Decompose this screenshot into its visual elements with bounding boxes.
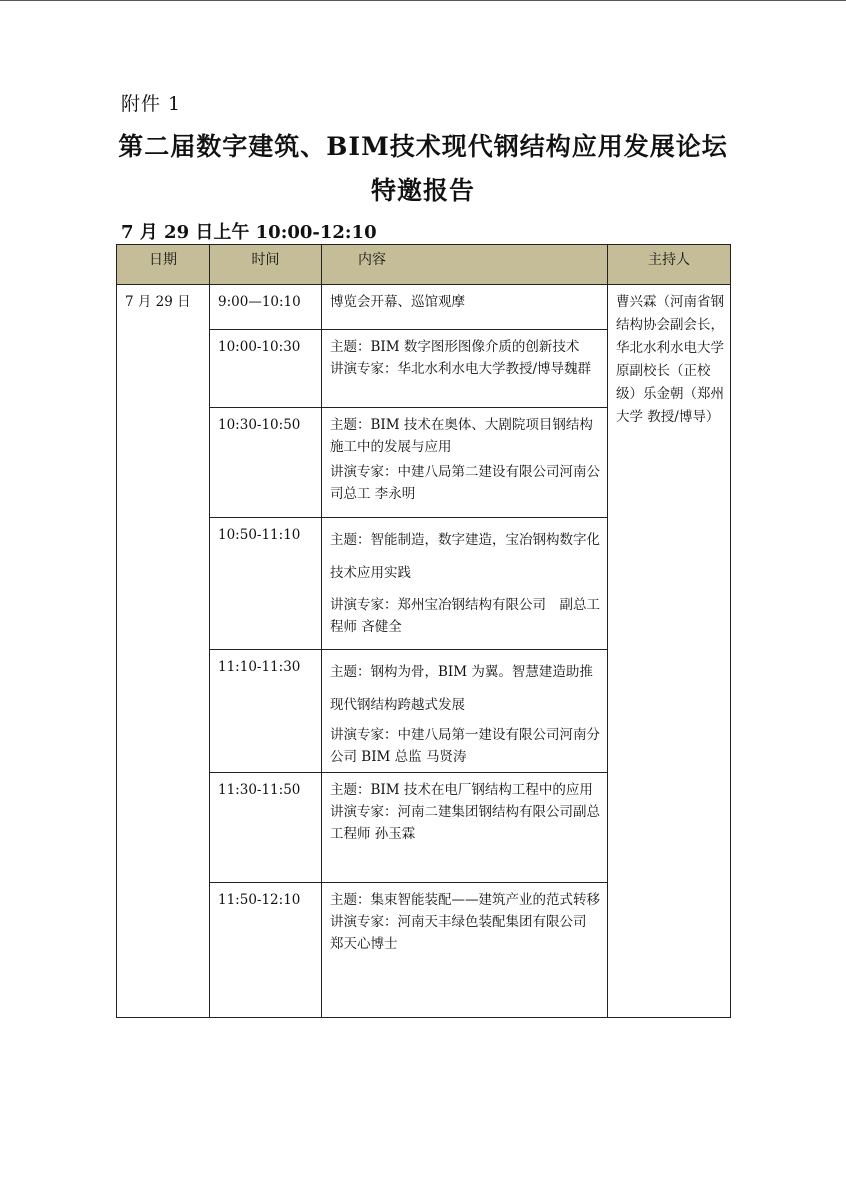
time-cell: 10:30-10:50: [210, 408, 322, 518]
content-cell: [322, 650, 608, 773]
schedule-table: [116, 244, 731, 1018]
content-cell: [322, 773, 608, 883]
topic-text: 主题：集束智能装配——建筑产业的范式转移: [330, 892, 600, 908]
time-cell: 11:10-11:30: [210, 650, 322, 773]
speaker-text: 讲演专家：河南二建集团钢结构有限公司副总工程师 孙玉霖: [330, 804, 600, 842]
time-cell: 10:50-11:10: [210, 518, 322, 650]
topic-text: 主题：智能制造，数字建造，宝冶钢构数字化技术应用实践: [330, 532, 600, 581]
topic-text: 主题：BIM 技术在奥体、大剧院项目钢结构施工中的发展与应用: [330, 417, 593, 455]
speaker-text: 讲演专家：中建八局第一建设有限公司河南分公司 BIM 总监 马贤涛: [330, 727, 600, 765]
content-cell: [322, 883, 608, 1018]
speaker-text: 讲演专家：郑州宝冶钢结构有限公司 副总工程师 吝健全: [330, 597, 600, 635]
topic-text: 主题：钢构为骨，BIM 为翼。智慧建造助推现代钢结构跨越式发展: [330, 664, 593, 713]
time-cell: 11:50-12:10: [210, 883, 322, 1018]
content-cell: [322, 408, 608, 518]
content-cell: [322, 518, 608, 650]
host-cell: 曹兴霖（河南省钢结构协会副会长，华北水利水电大学原副校长（正校级）乐金朝（郑州大学 教授/博导）: [608, 285, 731, 1018]
time-cell: 11:30-11:50: [210, 773, 322, 883]
document-title-line1: 第二届数字建筑、BIM技术现代钢结构应用发展论坛: [118, 132, 728, 161]
speaker-text: 讲演专家：中建八局第二建设有限公司河南公司总工 李永明: [330, 464, 600, 502]
document-title-line2: 特邀报告: [370, 176, 475, 205]
header-time: 时间: [210, 245, 322, 285]
speaker-text: 讲演专家：河南天丰绿色装配集团有限公司 郑天心博士: [330, 914, 587, 952]
topic-text: 博览会开幕、巡馆观摩: [330, 294, 465, 310]
top-rule: [0, 0, 846, 1]
header-date: 日期: [117, 245, 210, 285]
content-cell: [322, 285, 608, 330]
speaker-text: 讲演专家：华北水利水电大学教授/博导魏群: [330, 361, 592, 377]
topic-text: 主题：BIM 技术在电厂钢结构工程中的应用: [330, 782, 593, 798]
table-row: [117, 285, 731, 330]
header-content: 内容: [322, 245, 608, 285]
session-heading: 7 月 29 日上午 10:00-12:10: [121, 222, 377, 243]
content-cell: [322, 330, 608, 408]
topic-text: 主题：BIM 数字图形图像介质的创新技术: [330, 339, 580, 355]
header-host: 主持人: [608, 245, 731, 285]
time-cell: 10:00-10:30: [210, 330, 322, 408]
time-cell: 9:00—10:10: [210, 285, 322, 330]
date-cell: 7 月 29 日: [117, 285, 210, 1018]
attachment-label: 附件 1: [121, 93, 182, 115]
table-header-row: [117, 245, 731, 285]
